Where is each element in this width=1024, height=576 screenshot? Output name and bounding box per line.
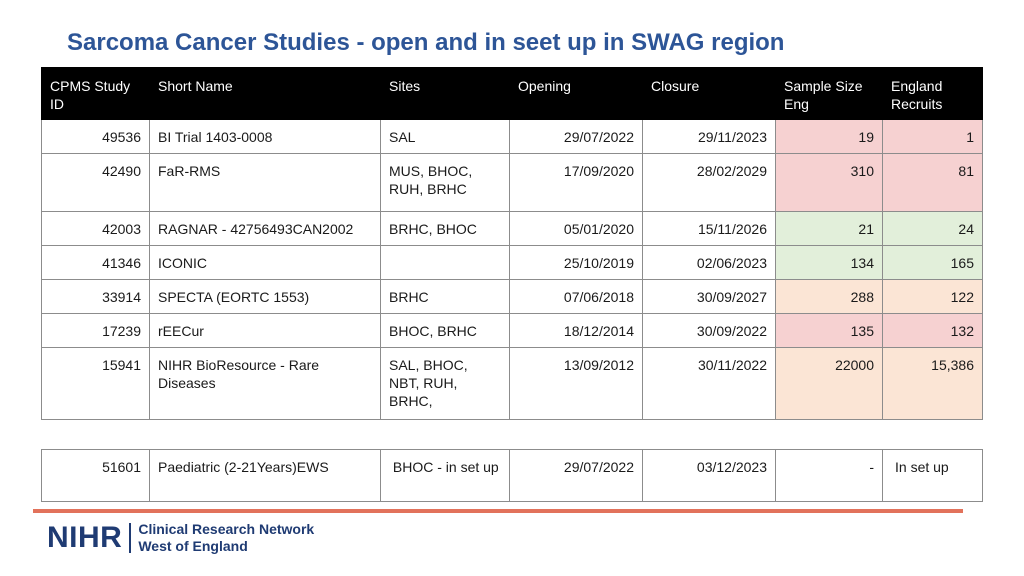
table-row <box>42 280 983 314</box>
sites-cell: BHOC - in set up <box>381 450 510 502</box>
logo-text <box>138 521 314 555</box>
closure-cell: 03/12/2023 <box>643 450 776 502</box>
study-id-cell: 42003 <box>42 212 150 246</box>
recruits-cell: 24 <box>883 212 983 246</box>
table-row <box>42 348 983 420</box>
recruits-cell: 81 <box>883 154 983 212</box>
sample-size-cell: 135 <box>776 314 883 348</box>
opening-cell: 29/07/2022 <box>510 450 643 502</box>
short-name-cell: RAGNAR - 42756493CAN2002 <box>150 212 381 246</box>
header-opening: Opening <box>510 68 643 120</box>
short-name-cell: NIHR BioResource - Rare Diseases <box>150 348 381 420</box>
study-id-cell: 17239 <box>42 314 150 348</box>
sites-cell: MUS, BHOC, RUH, BRHC <box>381 154 510 212</box>
short-name-cell: Paediatric (2-21Years)EWS <box>150 450 381 502</box>
table-row <box>42 450 983 502</box>
closure-cell: 30/09/2022 <box>643 314 776 348</box>
sample-size-cell: 19 <box>776 120 883 154</box>
opening-cell: 05/01/2020 <box>510 212 643 246</box>
short-name-cell: rEECur <box>150 314 381 348</box>
opening-cell: 13/09/2012 <box>510 348 643 420</box>
short-name-cell: ICONIC <box>150 246 381 280</box>
short-name-cell: FaR-RMS <box>150 154 381 212</box>
table-row <box>42 120 983 154</box>
header-closure: Closure <box>643 68 776 120</box>
sample-size-cell: - <box>776 450 883 502</box>
study-id-cell: 41346 <box>42 246 150 280</box>
study-id-cell: 51601 <box>42 450 150 502</box>
header-england-recruits: England Recruits <box>883 68 983 120</box>
logo-line-2: West of England <box>138 538 248 554</box>
closure-cell: 02/06/2023 <box>643 246 776 280</box>
table-row <box>42 154 983 212</box>
sample-size-cell: 21 <box>776 212 883 246</box>
header-sites: Sites <box>381 68 510 120</box>
short-name-cell: BI Trial 1403-0008 <box>150 120 381 154</box>
table-row <box>42 212 983 246</box>
study-id-cell: 33914 <box>42 280 150 314</box>
sites-cell <box>381 246 510 280</box>
opening-cell: 25/10/2019 <box>510 246 643 280</box>
study-id-cell: 15941 <box>42 348 150 420</box>
nihr-logo <box>47 520 314 556</box>
header-short-name: Short Name <box>150 68 381 120</box>
closure-cell: 15/11/2026 <box>643 212 776 246</box>
header-sample-size: Sample Size Eng <box>776 68 883 120</box>
recruits-cell: In set up <box>883 450 983 502</box>
recruits-cell: 1 <box>883 120 983 154</box>
logo-line-1: Clinical Research Network <box>138 521 315 537</box>
opening-cell: 29/07/2022 <box>510 120 643 154</box>
table-row <box>42 246 983 280</box>
sites-cell: BRHC <box>381 280 510 314</box>
closure-cell: 30/11/2022 <box>643 348 776 420</box>
sample-size-cell: 310 <box>776 154 883 212</box>
logo-mark: NIHR <box>47 521 123 554</box>
closure-cell: 30/09/2027 <box>643 280 776 314</box>
sites-cell: BRHC, BHOC <box>381 212 510 246</box>
sample-size-cell: 22000 <box>776 348 883 420</box>
opening-cell: 18/12/2014 <box>510 314 643 348</box>
short-name-cell: SPECTA (EORTC 1553) <box>150 280 381 314</box>
recruits-cell: 15,386 <box>883 348 983 420</box>
recruits-cell: 132 <box>883 314 983 348</box>
logo-divider <box>129 523 131 553</box>
sample-size-cell: 288 <box>776 280 883 314</box>
sample-size-cell: 134 <box>776 246 883 280</box>
sites-cell: SAL <box>381 120 510 154</box>
setup-studies-table <box>41 449 983 502</box>
header-row <box>42 68 983 120</box>
study-id-cell: 42490 <box>42 154 150 212</box>
closure-cell: 29/11/2023 <box>643 120 776 154</box>
opening-cell: 07/06/2018 <box>510 280 643 314</box>
recruits-cell: 165 <box>883 246 983 280</box>
opening-cell: 17/09/2020 <box>510 154 643 212</box>
recruits-cell: 122 <box>883 280 983 314</box>
study-id-cell: 49536 <box>42 120 150 154</box>
sites-cell: BHOC, BRHC <box>381 314 510 348</box>
closure-cell: 28/02/2029 <box>643 154 776 212</box>
sites-cell: SAL, BHOC, NBT, RUH, BRHC, <box>381 348 510 420</box>
page-title: Sarcoma Cancer Studies - open and in seet up in SWAG region <box>67 29 785 56</box>
footer-divider <box>33 509 963 513</box>
studies-table <box>41 67 983 420</box>
table-row <box>42 314 983 348</box>
header-study-id: CPMS Study ID <box>42 68 150 120</box>
